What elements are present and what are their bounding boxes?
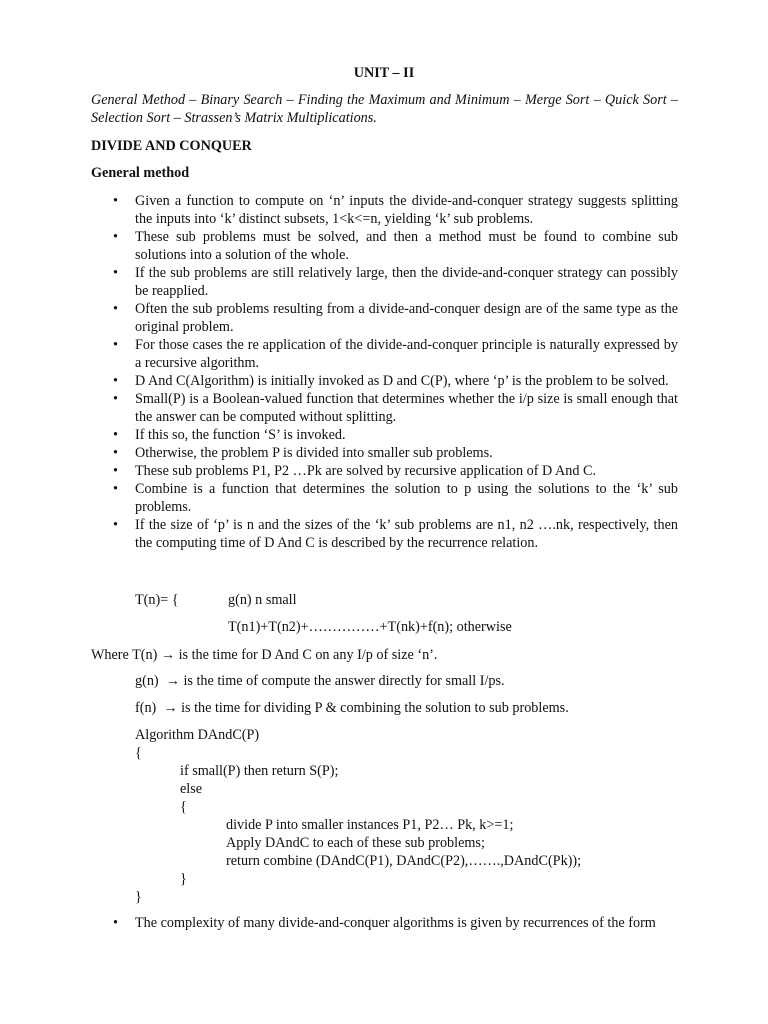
g-definition: g(n) → is the time of compute the answer directly for small I/ps. <box>135 673 505 689</box>
topics-list: General Method – Binary Search – Finding the Maximum and Minimum – Merge Sort – Quick Sort – Selection Sort – Strassen’s Matrix Multiplications. <box>91 92 678 126</box>
recurrence-lhs: T(n)= { <box>135 592 179 608</box>
bullet-item: • If the sub problems are still relatively large, then the divide-and-conquer strategy can possibly be reapplied. <box>135 264 678 300</box>
algorithm-line: Algorithm DAndC(P) <box>135 727 260 743</box>
algorithm-line: Apply DAndC to each of these sub problems; <box>226 835 485 851</box>
algorithm-line: { <box>135 745 142 761</box>
bullet-item: • For those cases the re application of the divide-and-conquer principle is naturally expressed by a recursive algorithm. <box>135 336 678 372</box>
algorithm-line: return combine (DAndC(P1), DAndC(P2),…….,DAndC(Pk)); <box>226 853 582 869</box>
bullet-item: • Often the sub problems resulting from a divide-and-conquer design are of the same type as the original problem. <box>135 300 678 336</box>
final-bullet-list <box>135 914 678 932</box>
bullet-item: • These sub problems must be solved, and then a method must be found to combine sub solutions into a solution of the whole. <box>135 228 678 264</box>
section-heading: DIVIDE AND CONQUER <box>91 138 252 154</box>
bullet-item: • If this so, the function ‘S’ is invoked. <box>135 426 678 444</box>
algorithm-line: } <box>180 871 187 887</box>
f-definition: f(n) → is the time for dividing P & combining the solution to sub problems. <box>135 700 569 716</box>
bullet-item: • The complexity of many divide-and-conquer algorithms is given by recurrences of the form <box>135 914 678 932</box>
algorithm-line: else <box>180 781 203 797</box>
unit-title: UNIT – II <box>353 65 415 81</box>
recurrence-case-otherwise: T(n1)+T(n2)+……………+T(nk)+f(n); otherwise <box>228 619 512 635</box>
bullet-item: • Otherwise, the problem P is divided into smaller sub problems. <box>135 444 678 462</box>
subsection-heading: General method <box>91 165 190 181</box>
recurrence-case-small: g(n) n small <box>228 592 297 608</box>
bullet-item: • Given a function to compute on ‘n’ inputs the divide-and-conquer strategy suggests splitting the inputs into ‘k’ distinct subsets, 1<k<=n, yielding ‘k’ sub problems. <box>135 192 678 228</box>
algorithm-line: { <box>180 799 187 815</box>
bullet-item: • Small(P) is a Boolean-valued function that determines whether the i/p size is small enough that the answer can be computed without splitting. <box>135 390 678 426</box>
algorithm-line: } <box>135 889 142 905</box>
bullet-item: • D And C(Algorithm) is initially invoked as D and C(P), where ‘p’ is the problem to be solved. <box>135 372 678 390</box>
bullet-item: • If the size of ‘p’ is n and the sizes of the ‘k’ sub problems are n1, n2 ….nk, respectively, then the computing time of D And C is described by the recurrence relation. <box>135 516 678 552</box>
bullet-list <box>135 192 678 552</box>
where-line: Where T(n) → is the time for D And C on any I/p of size ‘n’. <box>91 647 438 663</box>
algorithm-line: if small(P) then return S(P); <box>180 763 339 779</box>
bullet-item: • These sub problems P1, P2 …Pk are solved by recursive application of D And C. <box>135 462 678 480</box>
bullet-item: • Combine is a function that determines the solution to p using the solutions to the ‘k’ sub problems. <box>135 480 678 516</box>
algorithm-line: divide P into smaller instances P1, P2… Pk, k>=1; <box>226 817 514 833</box>
